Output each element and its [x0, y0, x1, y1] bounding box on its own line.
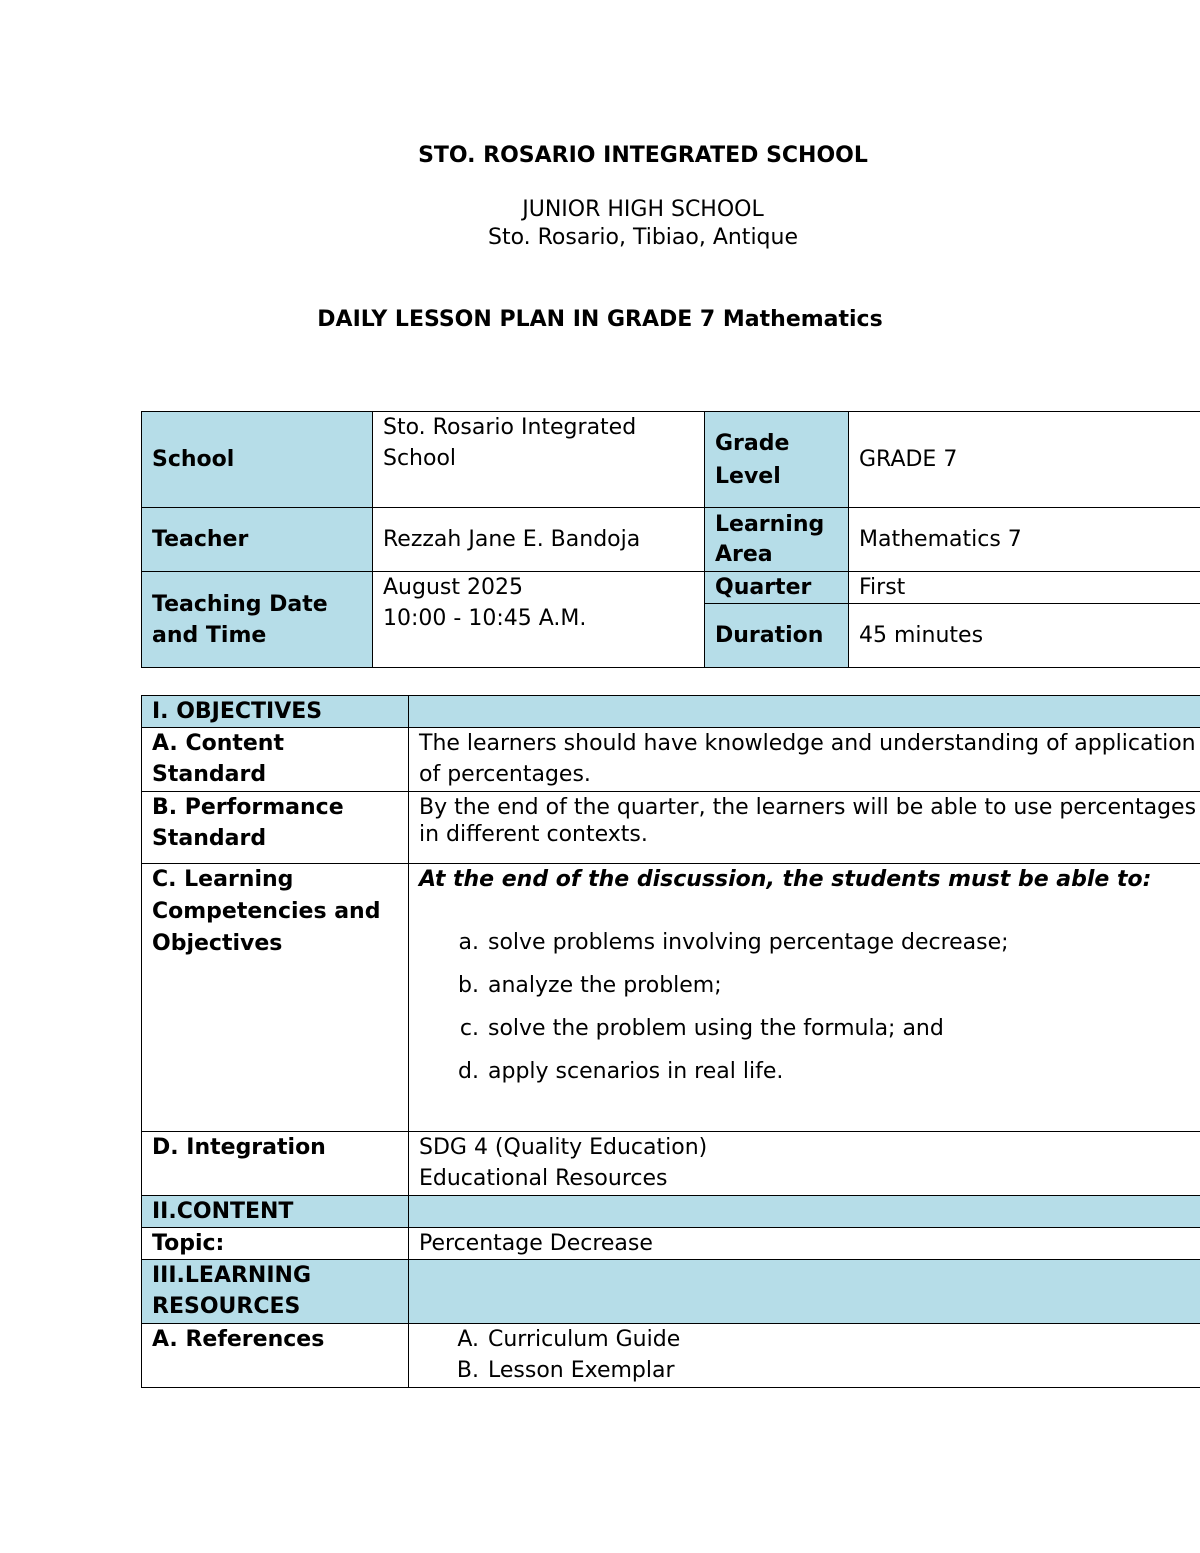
- school-label: School: [142, 412, 373, 508]
- teacher-value: Rezzah Jane E. Bandoja: [373, 508, 705, 572]
- topic-value: Percentage Decrease: [409, 1228, 1200, 1260]
- teaching-date-value: [373, 572, 705, 668]
- integration-sdg: SDG 4 (Quality Education): [419, 1135, 708, 1160]
- plan-title: DAILY LESSON PLAN IN GRADE 7 Mathematics: [317, 307, 883, 332]
- competencies-value: [409, 864, 1200, 1132]
- objectives-heading: I. OBJECTIVES: [142, 696, 409, 728]
- performance-standard-value: By the end of the quarter, the learners will be able to use percentages in different contexts.: [409, 792, 1200, 864]
- list-item: a. solve problems involving percentage decrease;: [458, 930, 1009, 955]
- content-standard-label: A. Content Standard: [142, 728, 409, 792]
- list-item: A. Curriculum Guide: [457, 1327, 681, 1352]
- grade-level-value: GRADE 7: [849, 412, 1200, 508]
- competencies-label: C. Learning Competencies and Objectives: [142, 864, 409, 1132]
- objectives-table: [141, 695, 1200, 1388]
- list-item: c. solve the problem using the formula; and: [459, 1016, 944, 1041]
- school-address: Sto. Rosario, Tibiao, Antique: [487, 225, 798, 250]
- quarter-label: Quarter: [705, 572, 849, 604]
- integration-value: [409, 1132, 1200, 1196]
- resources-heading: III.LEARNING RESOURCES: [142, 1260, 409, 1324]
- list-item: B. Lesson Exemplar: [456, 1358, 675, 1383]
- teaching-date-label: Teaching Date and Time: [142, 572, 373, 668]
- references-list: [419, 1324, 1200, 1386]
- duration-value: 45 minutes: [849, 604, 1200, 668]
- teaching-time: 10:00 - 10:45 A.M.: [383, 606, 587, 631]
- school-name: STO. ROSARIO INTEGRATED SCHOOL: [418, 143, 868, 168]
- integration-label: D. Integration: [142, 1132, 409, 1196]
- quarter-value: First: [849, 572, 1200, 604]
- duration-label: Duration: [705, 604, 849, 668]
- content-heading-blank: [409, 1196, 1200, 1228]
- list-item: d. apply scenarios in real life.: [458, 1059, 784, 1084]
- division-title: JUNIOR HIGH SCHOOL: [522, 197, 764, 222]
- teaching-date: August 2025: [383, 575, 523, 600]
- competencies-list: [419, 927, 1200, 1087]
- references-label: A. References: [142, 1324, 409, 1388]
- school-value: Sto. Rosario Integrated School: [373, 412, 705, 508]
- resources-heading-blank: [409, 1260, 1200, 1324]
- objectives-heading-blank: [409, 696, 1200, 728]
- competencies-intro: At the end of the discussion, the students must be able to:: [419, 867, 1152, 892]
- references-value: [409, 1324, 1200, 1388]
- learning-area-value: Mathematics 7: [849, 508, 1200, 572]
- lesson-info-table: [141, 411, 1200, 668]
- content-standard-value: The learners should have knowledge and understanding of application of percentages.: [409, 728, 1200, 792]
- performance-standard-label: B. Performance Standard: [142, 792, 409, 864]
- content-heading: II.CONTENT: [142, 1196, 409, 1228]
- list-item: b. analyze the problem;: [458, 973, 722, 998]
- teacher-label: Teacher: [142, 508, 373, 572]
- integration-resources: Educational Resources: [419, 1166, 668, 1191]
- grade-level-label: Grade Level: [705, 412, 849, 508]
- topic-label: Topic:: [142, 1228, 409, 1260]
- learning-area-label: Learning Area: [705, 508, 849, 572]
